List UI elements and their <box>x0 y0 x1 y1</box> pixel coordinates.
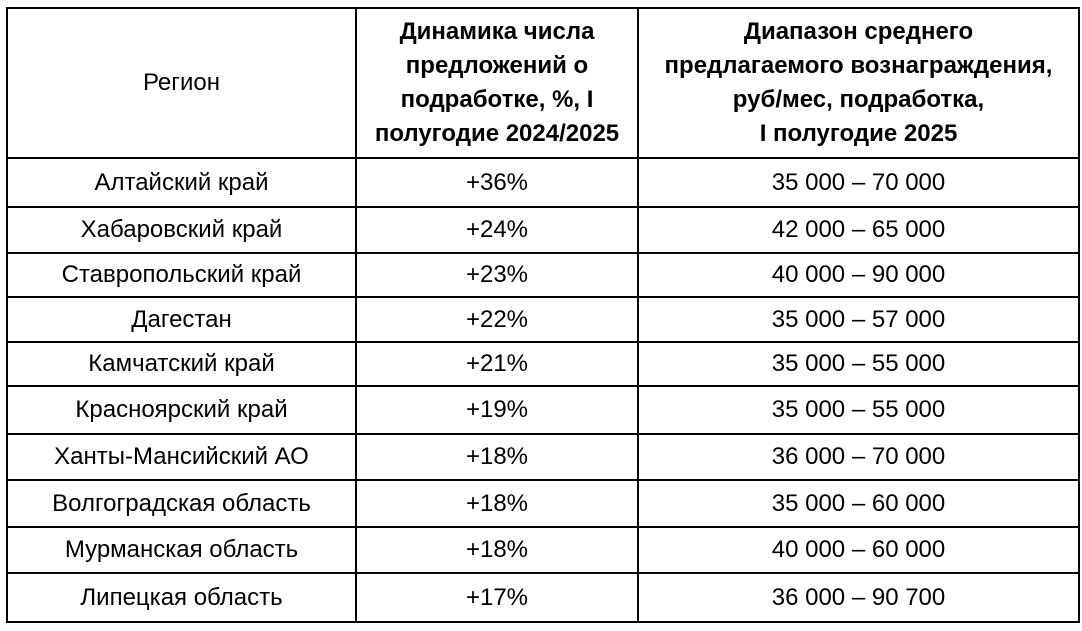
table-row <box>7 253 1079 297</box>
salary-range-cell: 42 000 – 65 000 <box>638 207 1079 253</box>
salary-range-cell: 35 000 – 60 000 <box>638 480 1079 527</box>
region-cell: Красноярский край <box>7 386 356 434</box>
table-header <box>7 8 1079 158</box>
table-row <box>7 480 1079 527</box>
region-cell: Алтайский край <box>7 158 356 207</box>
table-row <box>7 207 1079 253</box>
header-salary-line: предлагаемого вознаграждения, <box>664 52 1053 79</box>
dynamics-cell: +21% <box>356 342 638 386</box>
dynamics-cell: +19% <box>356 386 638 434</box>
regional-table-container <box>6 7 1080 623</box>
header-salary-line: руб/мес, подработка, <box>732 86 985 113</box>
region-cell: Липецкая область <box>7 573 356 622</box>
salary-range-cell: 36 000 – 70 000 <box>638 434 1079 480</box>
header-dynamics <box>356 8 638 158</box>
header-salary-line: I полугодие 2025 <box>759 120 958 147</box>
dynamics-cell: +18% <box>356 480 638 527</box>
regional-side-jobs-table <box>6 7 1080 623</box>
dynamics-cell: +18% <box>356 434 638 480</box>
region-cell: Дагестан <box>7 297 356 342</box>
table-row <box>7 386 1079 434</box>
header-salary-line: Диапазон среднего <box>743 18 974 45</box>
region-cell: Волгоградская область <box>7 480 356 527</box>
header-dynamics-line: подработке, %, I <box>400 86 594 113</box>
dynamics-cell: +22% <box>356 297 638 342</box>
region-cell: Ставропольский край <box>7 253 356 297</box>
dynamics-cell: +17% <box>356 573 638 622</box>
salary-range-cell: 40 000 – 60 000 <box>638 527 1079 573</box>
salary-range-cell: 40 000 – 90 000 <box>638 253 1079 297</box>
table-row <box>7 158 1079 207</box>
dynamics-cell: +24% <box>356 207 638 253</box>
table-body <box>7 158 1079 622</box>
region-cell: Ханты-Мансийский АО <box>7 434 356 480</box>
table-row <box>7 434 1079 480</box>
table-row <box>7 527 1079 573</box>
dynamics-cell: +23% <box>356 253 638 297</box>
header-row <box>7 8 1079 158</box>
table-row <box>7 573 1079 622</box>
table-row <box>7 297 1079 342</box>
header-dynamics-line: полугодие 2024/2025 <box>374 120 620 147</box>
header-dynamics-line: предложений о <box>405 52 589 79</box>
salary-range-cell: 36 000 – 90 700 <box>638 573 1079 622</box>
region-cell: Хабаровский край <box>7 207 356 253</box>
salary-range-cell: 35 000 – 55 000 <box>638 342 1079 386</box>
header-region-label: Регион <box>142 69 221 96</box>
region-cell: Мурманская область <box>7 527 356 573</box>
dynamics-cell: +18% <box>356 527 638 573</box>
dynamics-cell: +36% <box>356 158 638 207</box>
header-salary-range <box>638 8 1079 158</box>
salary-range-cell: 35 000 – 57 000 <box>638 297 1079 342</box>
header-region <box>7 8 356 158</box>
salary-range-cell: 35 000 – 55 000 <box>638 386 1079 434</box>
header-dynamics-line: Динамика числа <box>399 18 595 45</box>
region-cell: Камчатский край <box>7 342 356 386</box>
table-row <box>7 342 1079 386</box>
salary-range-cell: 35 000 – 70 000 <box>638 158 1079 207</box>
